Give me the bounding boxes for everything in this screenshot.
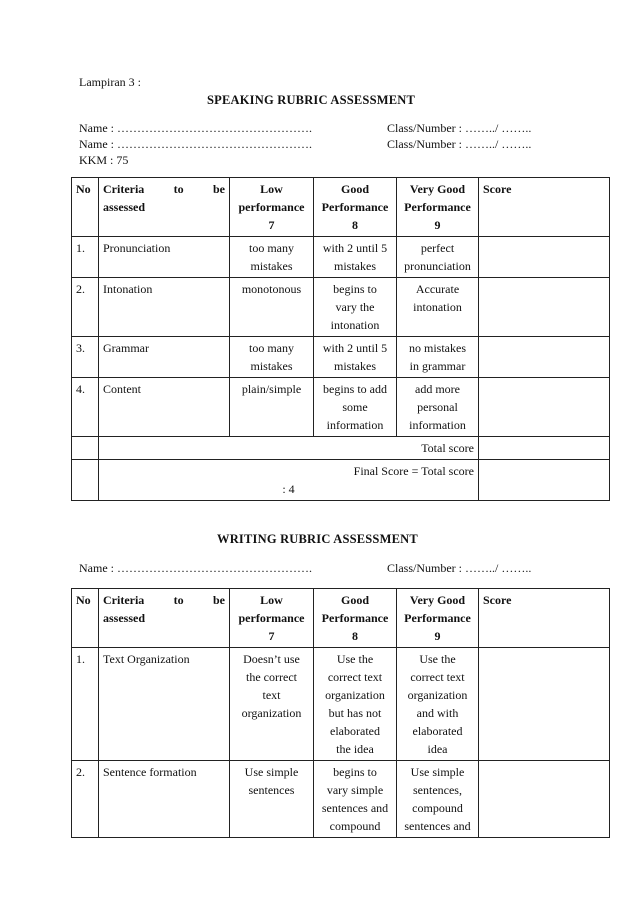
speaking-name-line-2: Name : …………………………………………. xyxy=(79,137,312,151)
header-good: Good Performance 8 xyxy=(314,589,397,648)
table-row xyxy=(72,648,610,761)
row-low: monotonous xyxy=(230,278,314,337)
row-very-good: Use simple sentences, compound sentences and xyxy=(397,761,479,838)
speaking-title: SPEAKING RUBRIC ASSESSMENT xyxy=(207,93,416,107)
row-good: with 2 until 5 mistakes xyxy=(314,237,397,278)
row-low: too many mistakes xyxy=(230,337,314,378)
writing-class-line: Class/Number : ……../ …….. xyxy=(387,561,532,575)
total-blank-cell xyxy=(72,437,99,460)
row-criteria: Content xyxy=(99,378,230,437)
speaking-name-line-1: Name : …………………………………………. xyxy=(79,121,312,135)
final-score-divisor: : 4 xyxy=(282,482,295,496)
row-score[interactable] xyxy=(479,278,610,337)
row-no: 2. xyxy=(72,278,99,337)
row-score[interactable] xyxy=(479,237,610,278)
final-score-cell[interactable] xyxy=(479,460,610,501)
speaking-rubric-table xyxy=(71,177,610,501)
row-score[interactable] xyxy=(479,337,610,378)
speaking-class-line-2: Class/Number : ……../ …….. xyxy=(387,137,532,151)
header-low: Low performance 7 xyxy=(230,178,314,237)
row-very-good: Use the correct text organization and with elaborated idea xyxy=(397,648,479,761)
header-criteria-word-2: to xyxy=(173,182,184,196)
header-criteria xyxy=(99,178,230,237)
row-score[interactable] xyxy=(479,378,610,437)
row-no: 1. xyxy=(72,237,99,278)
final-blank-cell xyxy=(72,460,99,501)
table-row xyxy=(72,237,610,278)
speaking-kkm: KKM : 75 xyxy=(79,153,129,167)
row-score[interactable] xyxy=(479,761,610,838)
header-criteria-word-1: Criteria xyxy=(103,593,145,607)
row-criteria: Intonation xyxy=(99,278,230,337)
speaking-header-row xyxy=(72,178,610,237)
row-score[interactable] xyxy=(479,648,610,761)
total-score-row xyxy=(72,437,610,460)
header-criteria-word-3: be xyxy=(213,182,225,196)
total-score-cell[interactable] xyxy=(479,437,610,460)
header-criteria-word-2: to xyxy=(173,593,184,607)
header-no: No xyxy=(72,178,99,237)
header-criteria xyxy=(99,589,230,648)
row-low: Use simple sentences xyxy=(230,761,314,838)
row-no: 2. xyxy=(72,761,99,838)
table-row xyxy=(72,378,610,437)
row-good: begins to vary simple sentences and compound xyxy=(314,761,397,838)
row-no: 3. xyxy=(72,337,99,378)
writing-name-line: Name : …………………………………………. xyxy=(79,561,312,575)
row-criteria: Sentence formation xyxy=(99,761,230,838)
row-criteria: Pronunciation xyxy=(99,237,230,278)
speaking-class-line-1: Class/Number : ……../ …….. xyxy=(387,121,532,135)
row-very-good: add more personal information xyxy=(397,378,479,437)
row-criteria: Grammar xyxy=(99,337,230,378)
row-no: 1. xyxy=(72,648,99,761)
header-criteria-word-1: Criteria xyxy=(103,182,145,196)
row-low: too many mistakes xyxy=(230,237,314,278)
row-low: Doesn’t use the correct text organization xyxy=(230,648,314,761)
row-good: begins to add some information xyxy=(314,378,397,437)
writing-rubric-table xyxy=(71,588,610,838)
header-no: No xyxy=(72,589,99,648)
header-good: Good Performance 8 xyxy=(314,178,397,237)
header-score: Score xyxy=(479,589,610,648)
header-very-good: Very Good Performance 9 xyxy=(397,178,479,237)
row-no: 4. xyxy=(72,378,99,437)
header-criteria-line-2: assessed xyxy=(103,200,146,214)
total-score-label: Total score xyxy=(99,437,479,460)
final-score-formula xyxy=(99,460,479,501)
writing-header-row xyxy=(72,589,610,648)
row-very-good: perfect pronunciation xyxy=(397,237,479,278)
header-score: Score xyxy=(479,178,610,237)
row-very-good: Accurate intonation xyxy=(397,278,479,337)
header-low: Low performance 7 xyxy=(230,589,314,648)
final-score-label: Final Score = Total score xyxy=(353,464,474,478)
row-good: Use the correct text organization but has not elaborated the idea xyxy=(314,648,397,761)
header-criteria-word-3: be xyxy=(213,593,225,607)
row-very-good: no mistakes in grammar xyxy=(397,337,479,378)
row-good: begins to vary the intonation xyxy=(314,278,397,337)
table-row xyxy=(72,278,610,337)
attachment-label: Lampiran 3 : xyxy=(79,75,141,89)
header-very-good: Very Good Performance 9 xyxy=(397,589,479,648)
row-low: plain/simple xyxy=(230,378,314,437)
row-criteria: Text Organization xyxy=(99,648,230,761)
row-good: with 2 until 5 mistakes xyxy=(314,337,397,378)
writing-title: WRITING RUBRIC ASSESSMENT xyxy=(217,532,418,546)
final-score-row xyxy=(72,460,610,501)
table-row xyxy=(72,761,610,838)
header-criteria-line-2: assessed xyxy=(103,611,146,625)
table-row xyxy=(72,337,610,378)
